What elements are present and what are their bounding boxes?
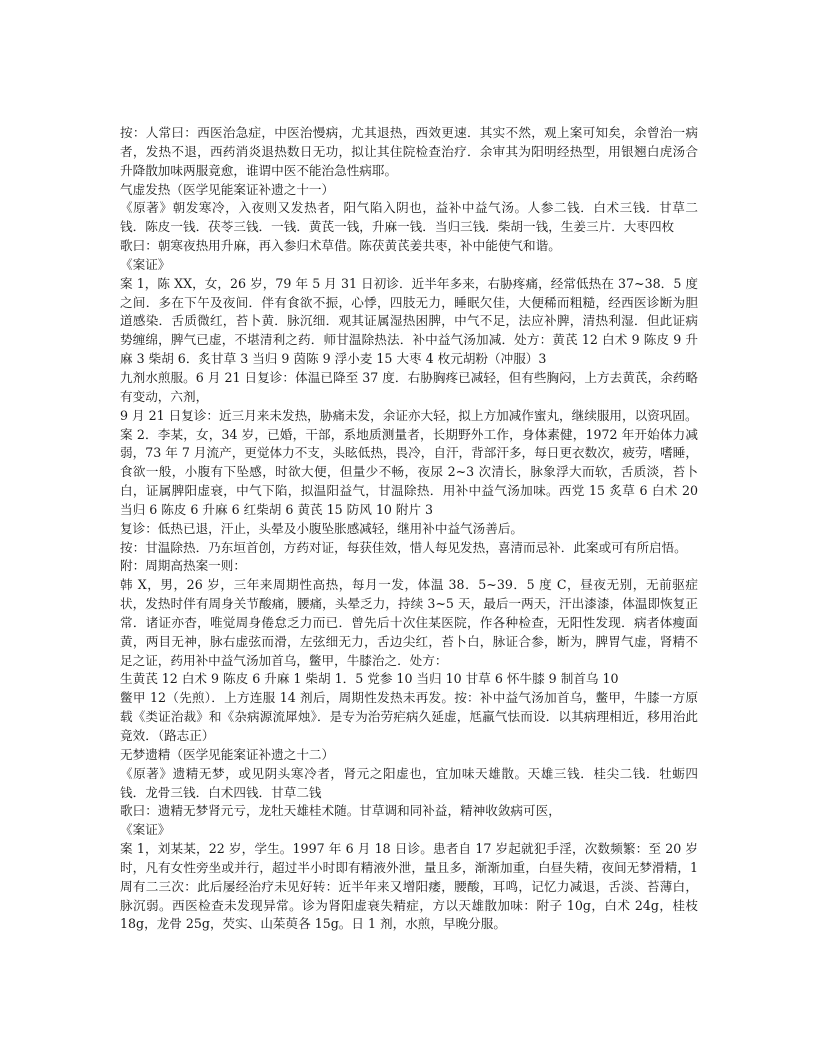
- paragraph: 按：甘温除热．乃东垣首创，方药对证，每获佳效，惜人每见发热，喜清而忌补．此案或可有所启悟。: [120, 539, 687, 555]
- paragraph: 《原著》朝发寒冷，入夜则又发热者，阳气陷入阴也，益补中益气汤。人参二钱．白术三钱．甘草二钱．陈皮一钱．茯苓三钱．一钱．黄芪一钱，升麻一钱．当归三钱．柴胡一钱，生姜三片．大枣四枚: [120, 200, 698, 235]
- subheading: 《案证》: [120, 822, 171, 838]
- paragraph: 生黄芪 12 白术 9 陈皮 6 升麻 1 柴胡 1．5 党参 10 当归 10 甘草 6 怀牛膝 9 制首乌 10: [120, 671, 619, 687]
- subheading: 《案证》: [120, 256, 171, 272]
- paragraph: 复诊：低热已退，汗止，头晕及小腹坠胀感减轻，继用补中益气汤善后。: [120, 520, 523, 536]
- paragraph: 案 1，陈 XX，女，26 岁，79 年 5 月 31 日初诊．近半年多来，右胁疼痛，经常低热在 37~38．5 度之间．多在下午及夜间．伴有食欲不振，心悸，四肢无力，睡眠欠佳，大便稀而粗糙，经西医诊断为胆道感染．舌质微红，苔卜黄．脉沉细．观其证属湿热困脾，中气不足，法应补脾，清热利湿．但此证病势缠绵，脾气已虚，不堪清利之药．师甘温除热法．补中益气汤加减．处方：黄芪 12 白术 9 陈皮 9 升麻 3 柴胡 6．炙甘草 3 当归 9 茵陈 9 浮小麦 15 大枣 4 枚元胡粉（冲服）3: [120, 275, 698, 367]
- section-heading: 无梦遗精（医学见能案证补遗之十二）: [120, 746, 335, 762]
- paragraph: 韩 X，男，26 岁，三年来周期性高热，每月一发，体温 38．5~39．5 度 C，昼夜无别，无前驱症状，发热时伴有周身关节酸痛，腰痛，头晕乏力，持续 3~5 天，最后一两天，汗出漆漆，体温即恢复正常．诸证亦杳，唯觉周身倦怠乏力而已．曾先后十次住某医院，作各种检查，无阳性发现．病者体瘦面黄，两目无神，脉右虚弦而滑，左弦细无力，舌边尖红，苔卜白，脉证合参，断为，脾胃气虚，肾精不足之证，药用补中益气汤加首乌，鳖甲，牛膝治之．处方：: [120, 577, 698, 668]
- document-body: [120, 124, 698, 934]
- paragraph: 案 2．李某，女，34 岁，已婚，干部，系地质测量者，长期野外工作，身体素健，1972 年开始体力减弱，73 年 7 月流产，更觉体力不支，头眩低热，畏冷，自汗，背部汗多，每日更衣数次，疲劳，嗜睡，食欲一般，小腹有下坠感，时欲大便，但量少不畅，夜尿 2~3 次清长，脉象浮大而软，舌质淡，苔卜白，证属脾阳虚衰，中气下陷，拟温阳益气，甘温除热．用补中益气汤加味。西党 15 炙草 6 白术 20 当归 6 陈皮 6 升麻 6 红柴胡 6 黄芪 15 防风 10 附片 3: [120, 426, 698, 517]
- paragraph: 歌曰：朝寒夜热用升麻，再入参归术草借。陈茯黄芪姜共枣，补中能使气和谐。: [120, 238, 561, 254]
- paragraph: 鳖甲 12（先煎）．上方连服 14 剂后，周期性发热未再发。按：补中益气汤加首乌，鳖甲，牛膝一方原载《类证治裁》和《杂病源流犀烛》．是专为治劳疟病久延虚，尪羸气怯而设．以其病理相近，移用治此竟效．（路志正）: [120, 690, 698, 743]
- paragraph: 歌曰：遗精无梦肾元亏，龙牡天雄桂术随。甘草调和同补益，精神收敛病可医，: [120, 803, 561, 819]
- paragraph: 《原著》遗精无梦，或见阴头寒冷者，肾元之阳虚也，宜加味天雄散。天雄三钱．桂尖二钱．牡蛎四钱．龙骨三钱．白术四钱．甘草二钱: [120, 765, 698, 800]
- paragraph: 附：周期高热案一则：: [120, 558, 246, 574]
- paragraph: 案 1，刘某某，22 岁，学生。1997 年 6 月 18 日诊。患者自 17 岁起就犯手淫，次数频繁：至 20 岁时，凡有女性旁坐或并行，超过半小时即有精液外泄，量且多，渐渐加重，白昼失精，夜间无梦滑精，1 周有二三次：此后屡经治疗未见好转：近半年来又增阳痿，腰酸，耳鸣，记忆力减退，舌淡、苔薄白，脉沉弱。西医检查未发现异常。诊为肾阳虚衰失精症，方以天雄散加味：附子 10g，白术 24g，桂枝 18g，龙骨 25g，芡实、山茱萸各 15g。日 1 剂，水煎，早晚分服。: [120, 841, 698, 932]
- paragraph: 9 月 21 日复诊：近三月来未发热，胁痛未发，余证亦大轻，拟上方加减作蜜丸，继续服用，以资巩固。: [120, 407, 698, 423]
- section-heading: 气虚发热（医学见能案证补遗之十一）: [120, 181, 335, 197]
- paragraph: 九剂水煎服。6 月 21 日复诊：体温已降至 37 度．右胁胸疼已减轻，但有些胸闷，上方去黄芪，余药略有变动，六剂，: [120, 369, 698, 404]
- paragraph: 按：人常曰：西医治急症，中医治慢病，尤其退热，西效更速．其实不然，观上案可知矣，余曾治一病者，发热不退，西药消炎退热数日无功，拟让其住院检查治疗．余审其为阳明经热型，用银翘白虎汤合升降散加味两服竟愈，谁谓中医不能治急性病耶。: [120, 125, 698, 178]
